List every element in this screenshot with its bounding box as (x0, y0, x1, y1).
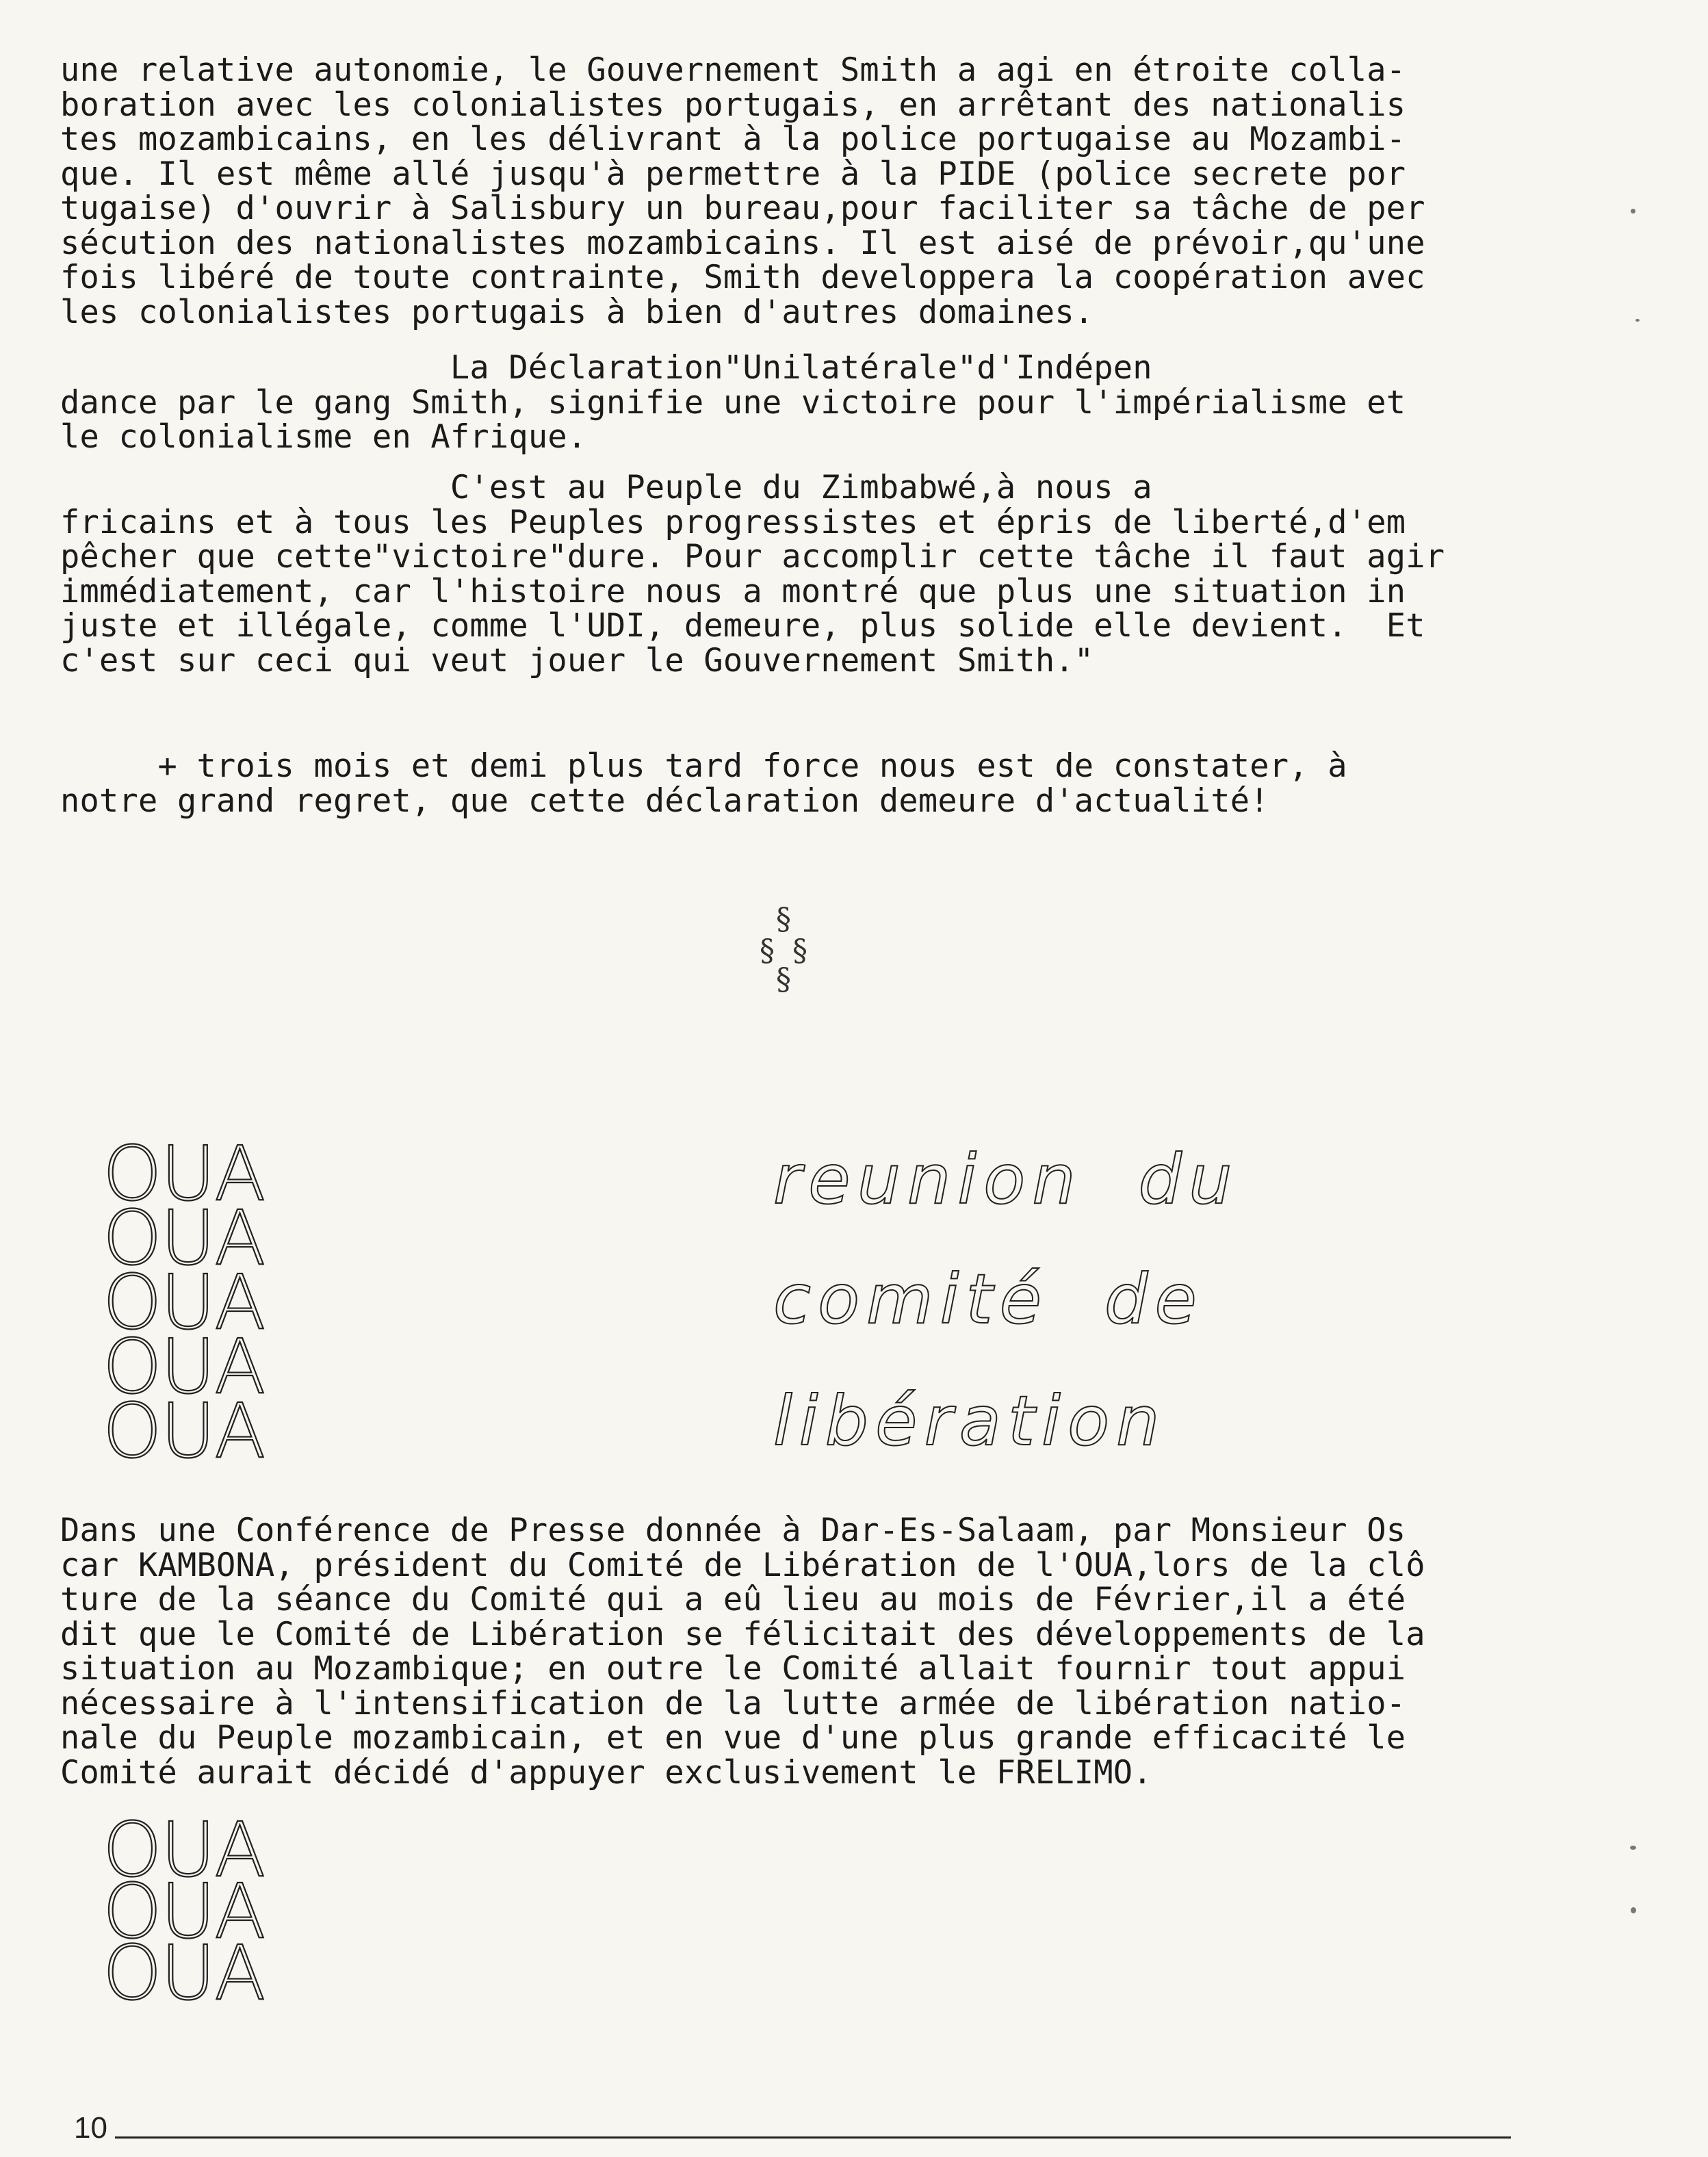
margin-speck (1631, 209, 1635, 214)
text-line: boration avec les colonialistes portugais, en arrêtant des nationalis (60, 86, 1406, 124)
text-line: dance par le gang Smith, signifie une victoire pour l'impérialisme et (60, 383, 1406, 422)
text-line: juste et illégale, comme l'UDI, demeure, plus solide elle devient. Et (60, 607, 1425, 645)
text-line: immédiatement, car l'histoire nous a montré que plus une situation in (60, 572, 1406, 610)
text-line: dit que le Comité de Libération se félicitait des développements de la (60, 1615, 1425, 1653)
paragraph-three-months-later (60, 749, 1531, 818)
text-line: + trois mois et demi plus tard force nous est de constater, à (60, 747, 1347, 785)
footer-rule (115, 2136, 1511, 2139)
page-number: 10 (74, 2111, 107, 2145)
separator-mark-right: § (792, 933, 807, 968)
text-line: Dans une Conférence de Presse donnée à Dar-Es-Salaam, par Monsieur Os (60, 1512, 1406, 1549)
separator-mark-top: § (776, 902, 791, 937)
text-line: que. Il est même allé jusqu'à permettre à la PIDE (police secrete por (60, 155, 1406, 193)
oua-logo-text: OUA (103, 1387, 265, 1475)
margin-speck (1630, 1846, 1636, 1850)
handwritten-title-line-2: comité de (773, 1259, 1204, 1339)
text-line: sécution des nationalistes mozambicains. Il est aisé de prévoir,qu'une (60, 224, 1425, 262)
text-line: tes mozambicains, en les délivrant à la police portugaise au Mozambi- (60, 120, 1406, 158)
text-line: nale du Peuple mozambicain, et en vue d'une plus grande efficacité le (60, 1719, 1406, 1757)
oua-logo-stack-2 (103, 1806, 265, 2017)
oua-logo-text: OUA (103, 1929, 265, 2017)
oua-logo-text: OUA (103, 1130, 265, 1217)
paragraph-udi-declaration (60, 351, 1531, 455)
text-line: C'est au Peuple du Zimbabwé,à nous a (60, 469, 1152, 506)
separator-mark-bottom: § (776, 962, 791, 997)
text-line: situation au Mozambique; en outre le Comité allait fournir tout appui (60, 1650, 1406, 1688)
paragraph-zimbabwe-appeal (60, 471, 1531, 678)
oua-logo-text: OUA (103, 1323, 265, 1410)
paragraph-smith-cooperation (60, 53, 1531, 330)
text-line: nécessaire à l'intensification de la lutte armée de libération natio- (60, 1684, 1406, 1722)
text-line: les colonialistes portugais à bien d'autres domaines. (60, 293, 1094, 331)
oua-logo-text: OUA (103, 1868, 265, 1955)
text-line: notre grand regret, que cette déclaration demeure d'actualité! (60, 782, 1269, 820)
margin-speck (1631, 1907, 1636, 1913)
text-line: ture de la séance du Comité qui a eû lieu au mois de Février,il a été (60, 1581, 1406, 1618)
oua-logo-stack-1 (103, 1130, 265, 1475)
text-line: Comité aurait décidé d'appuyer exclusivement le FRELIMO. (60, 1753, 1152, 1792)
text-line: car KAMBONA, président du Comité de Libération de l'OUA,lors de la clô (60, 1546, 1425, 1584)
margin-speck (1635, 319, 1640, 322)
paragraph-press-conference (60, 1514, 1531, 1790)
oua-logo-text: OUA (103, 1806, 265, 1894)
oua-logo-text: OUA (103, 1194, 265, 1282)
separator-mark-left: § (760, 933, 775, 968)
text-line: pêcher que cette"victoire"dure. Pour accomplir cette tâche il faut agir (60, 538, 1445, 576)
handwritten-title-line-3: libération (773, 1381, 1167, 1461)
handwritten-title-line-1: reunion du (773, 1139, 1239, 1219)
text-line: c'est sur ceci qui veut jouer le Gouvernement Smith." (60, 641, 1094, 680)
text-line: fois libéré de toute contrainte, Smith developpera la coopération avec (60, 259, 1425, 296)
text-line: La Déclaration"Unilatérale"d'Indépen (60, 349, 1152, 387)
text-line: le colonialisme en Afrique. (60, 418, 587, 456)
text-line: tugaise) d'ouvrir à Salisbury un bureau,pour faciliter sa tâche de per (60, 190, 1425, 227)
text-line: fricains et à tous les Peuples progressistes et épris de liberté,d'em (60, 503, 1406, 541)
oua-logo-text: OUA (103, 1258, 265, 1346)
text-line: une relative autonomie, le Gouvernement Smith a agi en étroite colla- (60, 51, 1406, 89)
